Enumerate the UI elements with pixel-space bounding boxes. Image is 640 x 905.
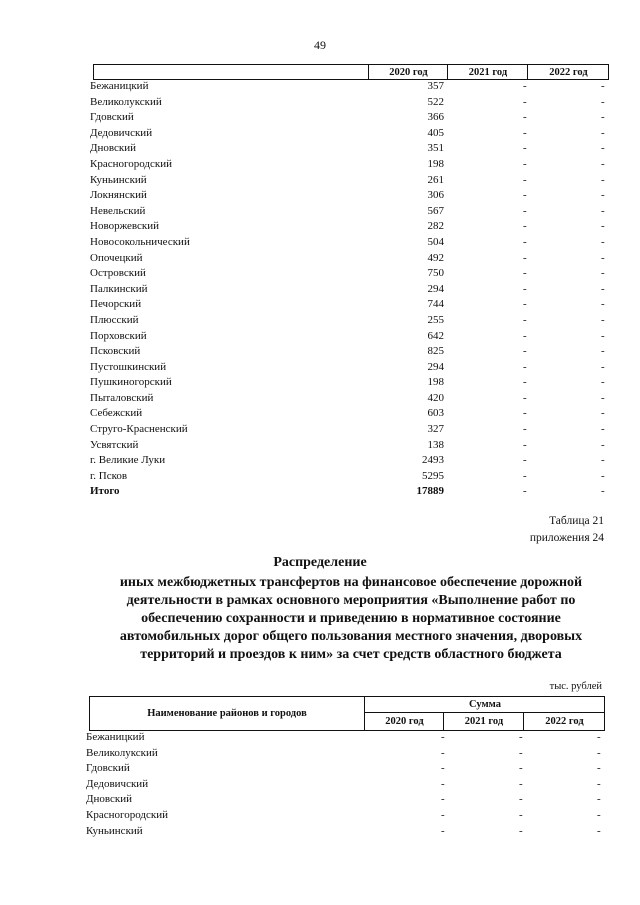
value-2020: 261 (427, 173, 444, 186)
value-2020: 825 (427, 345, 444, 358)
district-name: Палкинский (90, 282, 148, 295)
district-name: Итого (90, 485, 120, 498)
district-name: Дедовичский (90, 126, 153, 139)
value-2021: - (523, 298, 527, 311)
value-2021: - (523, 329, 527, 342)
table2-sum-header: Сумма (364, 697, 605, 713)
table-row (90, 141, 607, 157)
table-row (86, 761, 603, 777)
value-2020: - (441, 777, 445, 790)
value-2021: - (523, 313, 527, 326)
district-name: г. Великие Луки (90, 454, 166, 467)
table2-col-2021: 2021 год (443, 713, 524, 730)
table-row (90, 422, 607, 438)
value-2021: - (523, 235, 527, 248)
district-name: Красногородский (90, 157, 173, 170)
table-number: Таблица 21 (549, 515, 604, 527)
table-row (90, 297, 607, 313)
value-2021: - (519, 824, 523, 837)
table-row (90, 329, 607, 345)
table-row (90, 79, 607, 95)
value-2020: 420 (427, 391, 444, 404)
value-2020: - (441, 762, 445, 775)
value-2021: - (523, 282, 527, 295)
value-2022: - (601, 329, 605, 342)
value-2022: - (601, 469, 605, 482)
district-name: Печорский (90, 298, 142, 311)
district-name: Новосокольнический (90, 235, 190, 248)
table-row (90, 344, 607, 360)
value-2022: - (597, 762, 601, 775)
district-name: Красногородский (86, 808, 169, 821)
value-2022: - (601, 204, 605, 217)
table-row (90, 251, 607, 267)
table2-col-2020: 2020 год (364, 713, 444, 730)
value-2020: 357 (427, 80, 444, 92)
subtitle-line: обеспечению сохранности и приведению в нормативное состояние (141, 611, 561, 626)
district-name: Гдовский (90, 111, 134, 124)
value-2020: 306 (427, 189, 444, 202)
table-row (90, 360, 607, 376)
value-2022: - (601, 142, 605, 155)
value-2021: - (523, 407, 527, 420)
table-row (90, 95, 607, 111)
value-2020: 567 (427, 204, 444, 217)
table2-header (89, 696, 605, 731)
value-2021: - (523, 173, 527, 186)
district-name: Бежаницкий (86, 731, 145, 743)
subtitle-line: иных межбюджетных трансфертов на финансовое обеспечение дорожной (119, 575, 583, 590)
value-2021: - (519, 777, 523, 790)
value-2021: - (523, 251, 527, 264)
table-row (90, 110, 607, 126)
table1-header (93, 64, 609, 80)
value-2022: - (601, 407, 605, 420)
district-name: Пыталовский (90, 391, 154, 404)
value-2020: 504 (427, 235, 444, 248)
value-2021: - (523, 189, 527, 202)
table-row (90, 188, 607, 204)
district-name: Гдовский (86, 762, 130, 775)
table-row (90, 219, 607, 235)
value-2020: 255 (427, 313, 444, 326)
value-2020: - (441, 746, 445, 759)
value-2021: - (523, 360, 527, 373)
value-2022: - (597, 793, 601, 806)
table-row (90, 126, 607, 142)
value-2021: - (523, 267, 527, 280)
district-name: Великолукский (90, 95, 162, 108)
value-2021: - (523, 438, 527, 451)
district-name: Пустошкинский (90, 360, 167, 373)
value-2022: - (601, 95, 605, 108)
value-2022: - (601, 235, 605, 248)
value-2020: 198 (427, 157, 444, 170)
value-2020: 492 (427, 251, 444, 264)
value-2020: - (441, 824, 445, 837)
subtitle-line: деятельности в рамках основного мероприятия «Выполнение работ по (126, 593, 576, 608)
value-2020: 642 (427, 329, 444, 342)
value-2021: - (523, 345, 527, 358)
value-2021: - (523, 126, 527, 139)
value-2020: 5295 (422, 469, 444, 482)
table-row (86, 824, 603, 840)
units-label: тыс. рублей (549, 681, 602, 692)
document-subtitle (90, 574, 612, 664)
district-name: Дедовичский (86, 777, 149, 790)
value-2020: 366 (427, 111, 444, 124)
table-row (86, 777, 603, 793)
table-row (90, 453, 607, 469)
value-2022: - (601, 391, 605, 404)
table-row (90, 235, 607, 251)
value-2021: - (523, 80, 527, 92)
value-2022: - (601, 111, 605, 124)
table-row (90, 391, 607, 407)
value-2021: - (523, 204, 527, 217)
table-row (90, 282, 607, 298)
table1-col-2020: 2020 год (368, 65, 448, 79)
value-2022: - (601, 485, 605, 498)
value-2020: 294 (427, 282, 444, 295)
value-2020: 294 (427, 360, 444, 373)
value-2021: - (519, 746, 523, 759)
table-row (90, 266, 607, 282)
value-2022: - (601, 454, 605, 467)
value-2020: 603 (427, 407, 444, 420)
value-2022: - (601, 360, 605, 373)
value-2022: - (601, 376, 605, 389)
value-2020: 522 (427, 95, 444, 108)
value-2022: - (597, 777, 601, 790)
value-2022: - (601, 313, 605, 326)
district-name: Псковский (90, 345, 141, 358)
value-2022: - (601, 438, 605, 451)
district-name: Себежский (90, 407, 143, 420)
subtitle-line: автомобильных дорог общего пользования местного значения, дворовых (119, 629, 583, 644)
table2-col-2022: 2022 год (523, 713, 605, 730)
value-2021: - (519, 808, 523, 821)
district-name: Островский (90, 267, 146, 280)
value-2022: - (601, 126, 605, 139)
district-name: Усвятский (90, 438, 139, 451)
value-2022: - (601, 189, 605, 202)
table-row (86, 792, 603, 808)
subtitle-line: территорий и проездов к ним» за счет средств областного бюджета (140, 647, 562, 662)
value-2021: - (523, 469, 527, 482)
value-2020: - (441, 793, 445, 806)
value-2021: - (519, 731, 523, 743)
value-2021: - (519, 793, 523, 806)
district-name: Порховский (90, 329, 147, 342)
appendix-label: приложения 24 (529, 532, 604, 544)
value-2021: - (523, 220, 527, 233)
value-2022: - (601, 423, 605, 436)
value-2022: - (597, 824, 601, 837)
value-2022: - (601, 157, 605, 170)
document-title: Распределение (273, 555, 367, 570)
value-2022: - (601, 267, 605, 280)
value-2021: - (523, 111, 527, 124)
table-row (86, 808, 603, 824)
value-2020: 405 (427, 126, 444, 139)
value-2022: - (601, 282, 605, 295)
value-2021: - (523, 485, 527, 498)
value-2021: - (519, 762, 523, 775)
district-name: Бежаницкий (90, 80, 149, 92)
value-2022: - (601, 251, 605, 264)
value-2021: - (523, 142, 527, 155)
district-name: Плюсский (90, 313, 139, 326)
value-2022: - (601, 345, 605, 358)
value-2020: 2493 (422, 454, 444, 467)
value-2022: - (601, 220, 605, 233)
value-2022: - (597, 746, 601, 759)
total-row (90, 484, 607, 500)
value-2022: - (597, 808, 601, 821)
district-name: г. Псков (90, 469, 128, 482)
value-2022: - (601, 298, 605, 311)
district-name: Локнянский (90, 189, 147, 202)
value-2021: - (523, 423, 527, 436)
table-row (90, 173, 607, 189)
district-name: Струго-Красненский (90, 423, 188, 436)
table-row (90, 204, 607, 220)
table-row (86, 730, 603, 746)
table2-body (86, 730, 603, 839)
district-name: Новоржевский (90, 220, 160, 233)
table2-name-header: Наименование районов и городов (147, 708, 307, 719)
table-row (90, 406, 607, 422)
district-name: Опочецкий (90, 251, 143, 264)
value-2022: - (601, 173, 605, 186)
district-name: Куньинский (86, 824, 143, 837)
table1-body (90, 79, 607, 500)
district-name: Куньинский (90, 173, 147, 186)
value-2021: - (523, 391, 527, 404)
table1-col-2022: 2022 год (527, 65, 609, 79)
table1-col-2021: 2021 год (447, 65, 528, 79)
district-name: Дновский (86, 793, 133, 806)
district-name: Дновский (90, 142, 137, 155)
value-2022: - (601, 80, 605, 92)
value-2021: - (523, 157, 527, 170)
value-2020: 351 (427, 142, 444, 155)
value-2020: 750 (427, 267, 444, 280)
table-row (90, 375, 607, 391)
value-2020: 282 (427, 220, 444, 233)
value-2020: 327 (427, 423, 444, 436)
value-2020: 744 (427, 298, 444, 311)
table-row (86, 746, 603, 762)
district-name: Невельский (90, 204, 146, 217)
value-2020: - (441, 731, 445, 743)
value-2020: 198 (427, 376, 444, 389)
page-number: 49 (314, 38, 326, 52)
value-2020: 17889 (416, 485, 444, 498)
table-row (90, 157, 607, 173)
table-row (90, 313, 607, 329)
value-2021: - (523, 95, 527, 108)
district-name: Великолукский (86, 746, 158, 759)
value-2020: 138 (427, 438, 444, 451)
table-row (90, 469, 607, 485)
value-2020: - (441, 808, 445, 821)
value-2022: - (597, 731, 601, 743)
table-row (90, 438, 607, 454)
value-2021: - (523, 454, 527, 467)
district-name: Пушкиногорский (90, 376, 172, 389)
value-2021: - (523, 376, 527, 389)
